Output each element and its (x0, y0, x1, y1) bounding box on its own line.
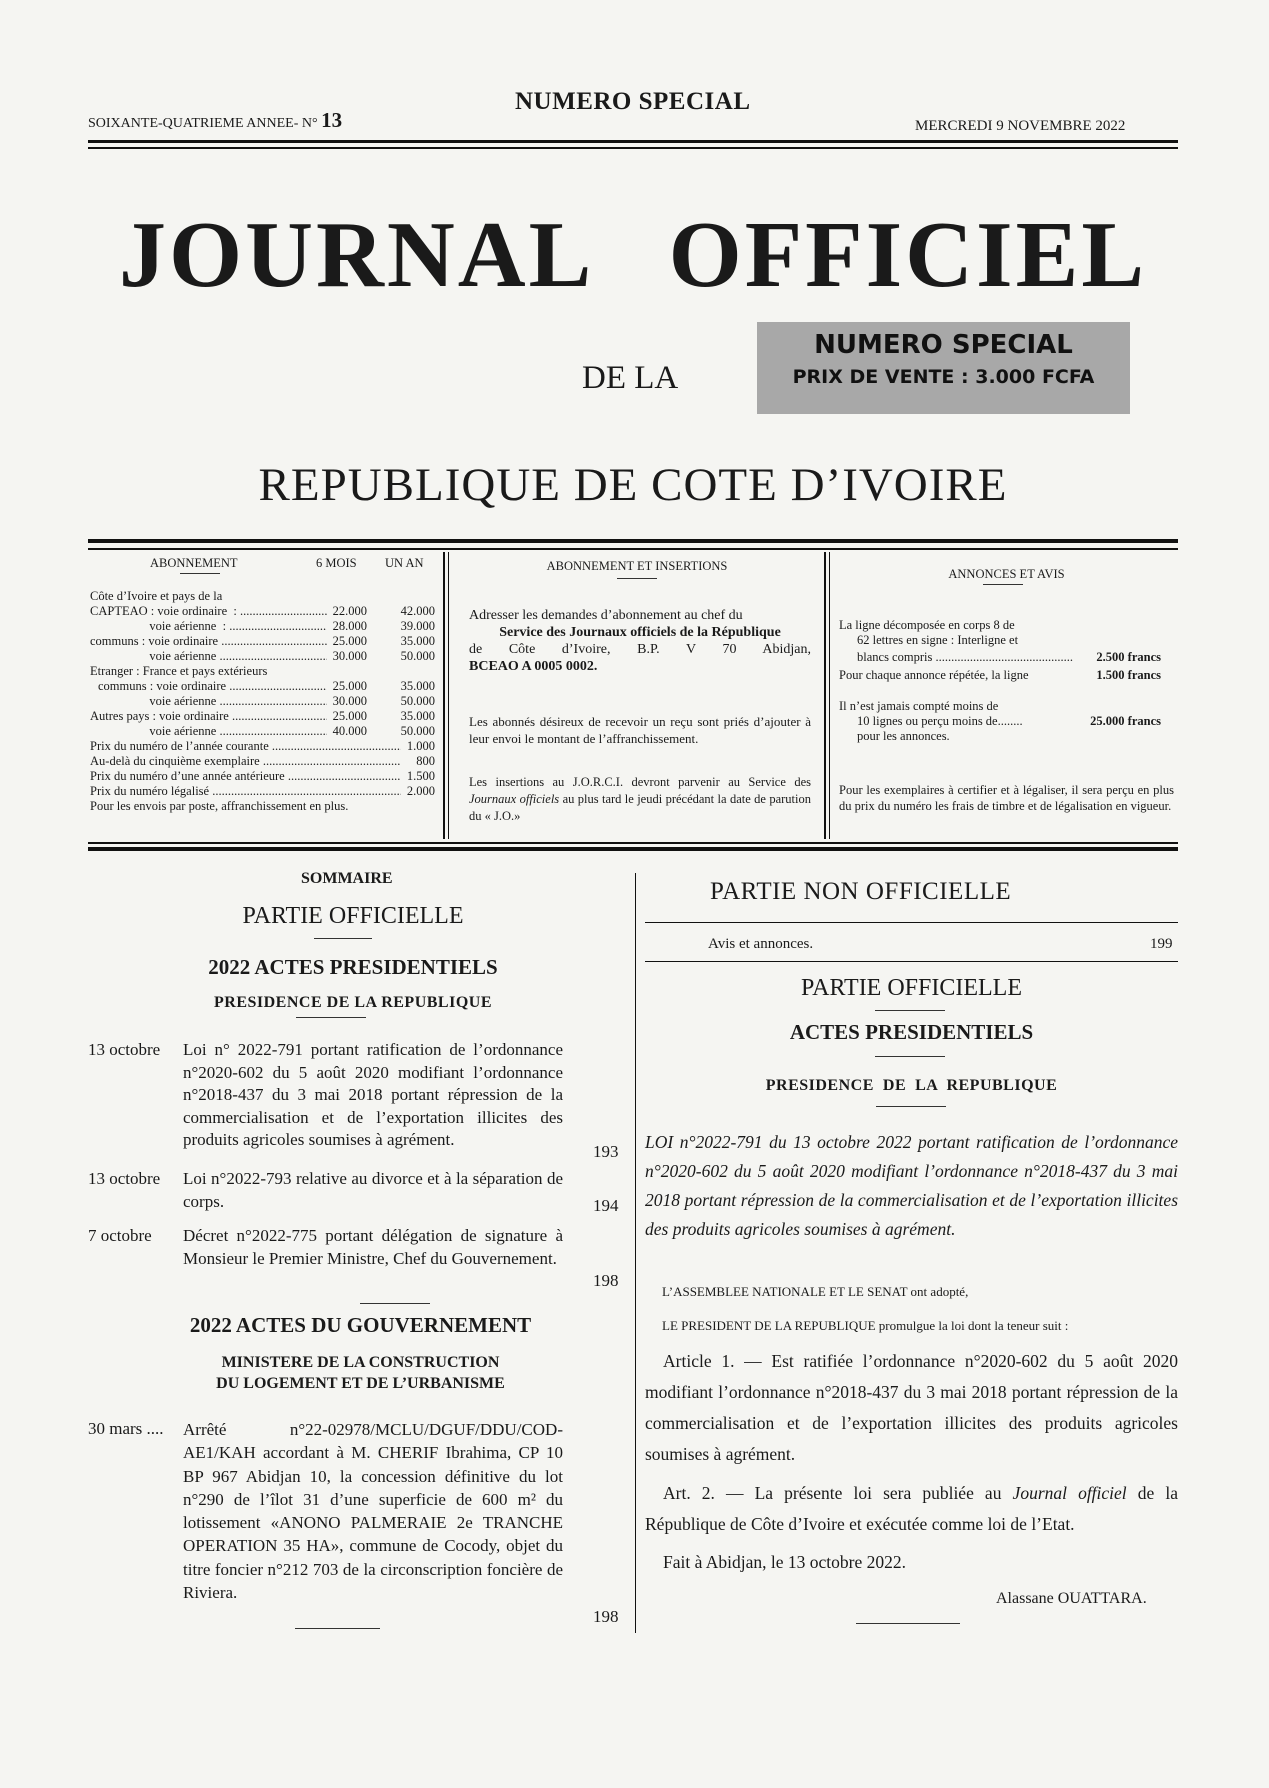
year-issue-prefix: SOIXANTE-QUATRIEME ANNEE- N° (88, 116, 318, 131)
badge-special: NUMERO SPECIAL (814, 330, 1073, 360)
six-months-header: 6 MOIS (316, 556, 357, 570)
sub-row-six: 30.000 (332, 694, 367, 708)
box-divider-1 (443, 552, 445, 839)
column-divider (635, 873, 636, 1633)
entry-page: 193 (593, 1142, 619, 1161)
price-row (90, 769, 435, 784)
sub-row-label: voie aérienne : ..... (90, 619, 327, 634)
right-rule-2 (875, 1056, 945, 1057)
right-rule-3 (876, 1106, 946, 1107)
annonces-row (839, 714, 1161, 729)
insertions-address (469, 607, 811, 675)
box-rule-bottom-thin (88, 842, 1178, 844)
annonces-l3-price: 2.500 francs (1096, 650, 1161, 664)
issue-number: 13 (321, 108, 343, 132)
annonces-underline (983, 584, 1023, 585)
sub-row-six: 25.000 (332, 679, 367, 693)
sommaire-title: SOMMAIRE (301, 870, 393, 887)
article-2-journal: Journal officiel (1012, 1483, 1127, 1503)
sub-row-label: voie aérienne ..... (90, 724, 327, 739)
entry-date: 13 octobre (88, 1169, 161, 1188)
right-partie-officielle: PARTIE OFFICIELLE (800, 975, 1022, 1001)
insertions-receipt: Les abonnés désireux de recevoir un reçu sont priés d’ajouter à leur envoi le montant de l’affranchissement. (469, 714, 811, 746)
de-la-label: DE LA (582, 360, 679, 396)
sub-row-six: 30.000 (332, 649, 367, 663)
sub-row-six: 22.000 (332, 604, 367, 618)
right-presidence: PRESIDENCE DE LA REPUBLIQUE (765, 1077, 1058, 1094)
header-rule-top (88, 140, 1178, 143)
sub-row (90, 679, 435, 694)
annonces-l4-price: 1.500 francs (1096, 668, 1161, 682)
article-2c: de la République de Côte d’Ivoire et exécutée comme loi de l’Etat. (645, 1483, 1178, 1534)
annonces-l3: blancs compris ..... (857, 650, 1073, 665)
price-row (90, 754, 435, 769)
subscription-footer: Pour les envois par poste, affranchissement en plus. (90, 799, 349, 813)
annonces-l4: Pour chaque annonce répétée, la ligne (839, 668, 1029, 682)
annonces-l2: 62 lettres en signe : Interligne et (857, 633, 1019, 647)
sub-row-label: voie aérienne ..... (90, 649, 327, 664)
sub-row-label: communs : voie ordinaire ..... (90, 679, 327, 694)
sommaire-partie-officielle: PARTIE OFFICIELLE (242, 903, 464, 929)
sub-row-year: 35.000 (400, 679, 435, 693)
article-1: Article 1. — Est ratifiée l’ordonnance n°2020-602 du 5 août 2020 modifiant l’ordonnance n°2018-437 du 3 mai 2018 portant répression de la commercialisation et de l’exportation illicites des produits agricoles soumises à agrément. (645, 1351, 1178, 1464)
entry-date: 7 octobre (88, 1226, 152, 1245)
sub-row-year: 35.000 (400, 709, 435, 723)
assemblee-adopte: L’ASSEMBLEE NATIONALE ET LE SENAT ont adopté, (662, 1284, 969, 1299)
arrete-page: 198 (593, 1607, 619, 1626)
insertions-p3a: Les insertions au J.O.R.C.I. devront parvenir au Service des (469, 775, 811, 789)
insertions-p3c: au plus tard le jeudi précédant la date de parution du « J.O.» (469, 792, 811, 823)
sub-row-six: 25.000 (332, 709, 367, 723)
price-row-value: 1.500 (406, 769, 435, 783)
sommaire-presidence: PRESIDENCE DE LA REPUBLIQUE (214, 994, 492, 1011)
annonces-row (839, 650, 1161, 665)
price-row (90, 784, 435, 799)
price-row (90, 739, 435, 754)
signature-name: Alassane OUATTARA. (996, 1590, 1147, 1607)
sub-row-six: 40.000 (332, 724, 367, 738)
arrete-text: Arrêté n°22-02978/MCLU/DGUF/DDU/COD-AE1/KAH accordant à M. CHERIF Ibrahima, CP 10 BP 967 Abidjan 10, la concession définitive du lot n°290 de l’îlot 31 d’une superficie de 600 m² du lotissement «ANONO PALMERAIE 2e TRANCHE OPERATION 35 HA», commune de Cocody, objet du titre foncier n°212 703 de la circonscription foncière de Riviera. (183, 1420, 563, 1603)
sub-row (90, 694, 435, 709)
sommaire-ministere (88, 1352, 633, 1394)
box-rule-top (88, 539, 1178, 543)
issue-date: MERCREDI 9 NOVEMBRE 2022 (915, 118, 1126, 134)
price-row-label: Prix du numéro d’une année antérieure ..... (90, 769, 401, 784)
insertions-deadline (469, 774, 811, 825)
box-divider-2 (824, 552, 826, 839)
signature-rule (856, 1623, 960, 1624)
entry-text: Loi n° 2022-791 portant ratification de l’ordonnance n°2020-602 du 5 août 2020 modifiant l’ordonnance n°2018-437 du 3 mai 2018 portant répression de la commercialisation et de l’exportation illicites des produits agricoles soumises à agrément. (183, 1040, 563, 1149)
entry-page: 198 (593, 1271, 619, 1290)
price-row-value: 800 (416, 754, 435, 768)
ministere-line-1: MINISTERE DE LA CONSTRUCTION (221, 1354, 500, 1371)
abonnement-header: ABONNEMENT (150, 556, 238, 570)
sub-row-label: Autres pays : voie ordinaire ..... (90, 709, 327, 724)
insertions-underline (617, 578, 657, 579)
sommaire-rule-2 (296, 1017, 366, 1018)
one-year-header: UN AN (385, 556, 424, 570)
box-rule-top-thin (88, 548, 1178, 550)
sub-row-label: CAPTEAO : voie ordinaire : ..... (90, 604, 327, 619)
sommaire-entry (88, 1168, 618, 1228)
year-issue (88, 108, 342, 133)
sub-row (90, 649, 435, 664)
sub-row (90, 604, 435, 619)
price-row-label: Prix du numéro légalisé ..... (90, 784, 401, 799)
annonces-legalisation: Pour les exemplaires à certifier et à légaliser, il sera perçu en plus du prix du numéro les frais de timbre et de légalisation en vigueur. (839, 783, 1174, 813)
fait-a-abidjan: Fait à Abidjan, le 13 octobre 2022. (663, 1552, 907, 1572)
sub-row-year: 50.000 (400, 694, 435, 708)
header-rule-bottom (88, 147, 1178, 149)
sub-row-year: 50.000 (400, 649, 435, 663)
sub-row-six: 28.000 (332, 619, 367, 633)
ministere-line-2: DU LOGEMENT ET DE L’URBANISME (216, 1375, 505, 1392)
sub-row-year: 42.000 (400, 604, 435, 618)
sommaire-rule-4 (295, 1628, 380, 1629)
annonces-row (839, 668, 1161, 683)
price-row-value: 1.000 (406, 739, 435, 753)
entry-page: 194 (593, 1196, 619, 1215)
partie-non-officielle: PARTIE NON OFFICIELLE (710, 878, 1012, 905)
sommaire-arrete (88, 1418, 618, 1628)
special-edition-label: NUMERO SPECIAL (515, 88, 751, 115)
insertions-service: Service des Journaux officiels de la République (499, 625, 781, 640)
sub-row-year: 39.000 (400, 619, 435, 633)
abonnement-underline (180, 573, 220, 574)
entry-text: Décret n°2022-775 portant délégation de signature à Monsieur le Premier Ministre, Chef du Gouvernement. (183, 1226, 563, 1268)
annonces-title: ANNONCES ET AVIS (948, 567, 1065, 581)
insertions-title: ABONNEMENT ET INSERTIONS (546, 559, 728, 573)
sub-row (90, 724, 435, 739)
sommaire-rule-1 (314, 938, 372, 939)
subscription-etranger: Etranger : France et pays extérieurs (90, 664, 268, 678)
annonces-l6-price: 25.000 francs (1090, 714, 1161, 728)
subscription-table (90, 589, 435, 814)
annonces-l5: Il n’est jamais compté moins de (839, 699, 999, 713)
annonces-l6: 10 lignes ou perçu moins de........ (857, 714, 1023, 728)
president-promulgue: LE PRESIDENT DE LA REPUBLIQUE promulgue la loi dont la teneur suit : (662, 1318, 1069, 1333)
box-divider-2b (829, 552, 830, 839)
badge-price: PRIX DE VENTE : 3.000 FCFA (792, 366, 1095, 388)
loi-title: LOI n°2022-791 du 13 octobre 2022 portant ratification de l’ordonnance n°2020-602 du 5 août 2020 modifiant l’ordonnance n°2018-437 du 3 mai 2018 portant répression de la commercialisation et de l’exportation illicites des produits agricoles soumises à agrément. (645, 1132, 1178, 1239)
sub-row (90, 634, 435, 649)
sub-row (90, 709, 435, 724)
price-badge (757, 322, 1130, 414)
right-rule-1 (875, 1010, 945, 1011)
sommaire-entry (88, 1225, 618, 1300)
subscription-intro: Côte d’Ivoire et pays de la (90, 589, 223, 603)
article-2a: Art. 2. — La présente loi sera publiée au (663, 1483, 1002, 1503)
sub-row (90, 619, 435, 634)
entry-date: 13 octobre (88, 1040, 161, 1059)
box-rule-bottom (88, 847, 1178, 851)
avis-rule (645, 961, 1178, 962)
annonces-l1: La ligne décomposée en corps 8 de (839, 618, 1015, 632)
sommaire-actes-presidentiels: 2022 ACTES PRESIDENTIELS (208, 955, 498, 979)
insertions-bceao: BCEAO A 0005 0002. (469, 659, 598, 674)
annonces-l7: pour les annonces. (857, 729, 950, 743)
sub-row-six: 25.000 (332, 634, 367, 648)
insertions-journaux: Journaux officiels (469, 792, 560, 806)
arrete-date: 30 mars .... (88, 1419, 164, 1438)
box-divider-1b (448, 552, 449, 839)
article-2 (645, 1478, 1178, 1540)
annonces-rates (839, 618, 1161, 744)
sub-row-label: voie aérienne ..... (90, 694, 327, 709)
price-row-value: 2.000 (406, 784, 435, 798)
sub-row-year: 35.000 (400, 634, 435, 648)
insertions-p1c: de Côte d’Ivoire, B.P. V 70 Abidjan, (469, 642, 811, 657)
sommaire-actes-gouvernement: 2022 ACTES DU GOUVERNEMENT (189, 1313, 532, 1337)
entry-text: Loi n°2022-793 relative au divorce et à la séparation de corps. (183, 1169, 563, 1211)
journal-title: JOURNAL OFFICIEL (118, 203, 1148, 307)
price-row-label: Au-delà du cinquième exemplaire ..... (90, 754, 401, 769)
sommaire-rule-3 (360, 1303, 430, 1304)
sommaire-entry (88, 1039, 618, 1159)
non-officielle-rule (645, 922, 1178, 923)
avis-page: 199 (1150, 936, 1173, 952)
republic-title: REPUBLIQUE DE COTE D’IVOIRE (258, 459, 1008, 511)
sub-row-year: 50.000 (400, 724, 435, 738)
price-row-label: Prix du numéro de l’année courante ..... (90, 739, 401, 754)
insertions-p1a: Adresser les demandes d’abonnement au chef du (469, 608, 743, 623)
sub-row-label: communs : voie ordinaire ..... (90, 634, 327, 649)
avis-annonces: Avis et annonces. (708, 936, 814, 952)
right-actes-presidentiels: ACTES PRESIDENTIELS (789, 1020, 1034, 1044)
